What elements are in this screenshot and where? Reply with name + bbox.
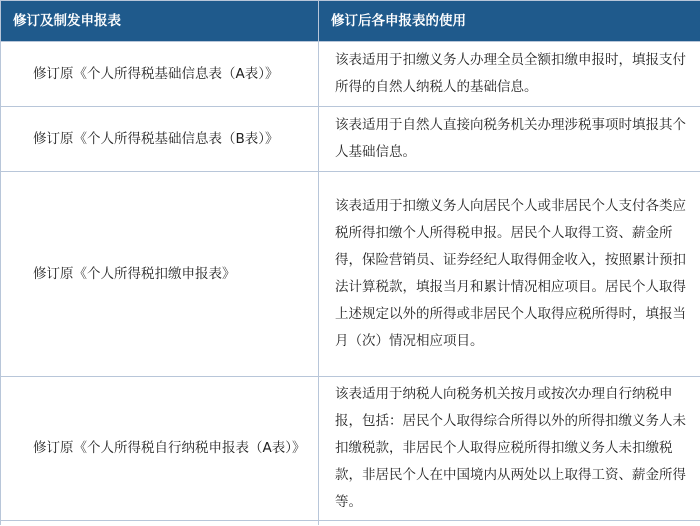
header-form-revision: 修订及制发申报表 <box>1 1 319 42</box>
table-row <box>1 107 700 172</box>
form-name-cell: 修订原《个人所得税自行纳税申报表（A表）》 <box>1 377 319 521</box>
table-row <box>1 42 700 107</box>
partial-cell <box>319 521 700 526</box>
header-form-usage: 修订后各申报表的使用 <box>319 1 700 42</box>
partial-cell <box>1 521 319 526</box>
form-usage-cell: 该表适用于扣缴义务人办理全员全额扣缴申报时，填报支付所得的自然人纳税人的基础信息。 <box>319 42 700 107</box>
form-usage-cell: 该表适用于扣缴义务人向居民个人或非居民个人支付各类应税所得扣缴个人所得税申报。居民个人取得工资、薪金所得，保险营销员、证券经纪人取得佣金收入，按照累计预扣法计算税款，填报当月和累计情况相应项目。居民个人取得上述规定以外的所得或非居民个人取得应税所得时，填报当月（次）情况相应项目。 <box>319 172 700 377</box>
form-name-cell: 修订原《个人所得税扣缴申报表》 <box>1 172 319 377</box>
form-usage-cell: 该表适用于自然人直接向税务机关办理涉税事项时填报其个人基础信息。 <box>319 107 700 172</box>
table-row-partial <box>1 521 700 526</box>
table-header-row <box>1 1 700 42</box>
table-row <box>1 172 700 377</box>
table-row <box>1 377 700 521</box>
form-name-cell: 修订原《个人所得税基础信息表（A表）》 <box>1 42 319 107</box>
form-name-cell: 修订原《个人所得税基础信息表（B表）》 <box>1 107 319 172</box>
form-usage-cell: 该表适用于纳税人向税务机关按月或按次办理自行纳税申报，包括：居民个人取得综合所得以外的所得扣缴义务人未扣缴税款，非居民个人取得应税所得扣缴义务人未扣缴税款，非居民个人在中国境内从两处以上取得工资、薪金所得等。 <box>319 377 700 521</box>
